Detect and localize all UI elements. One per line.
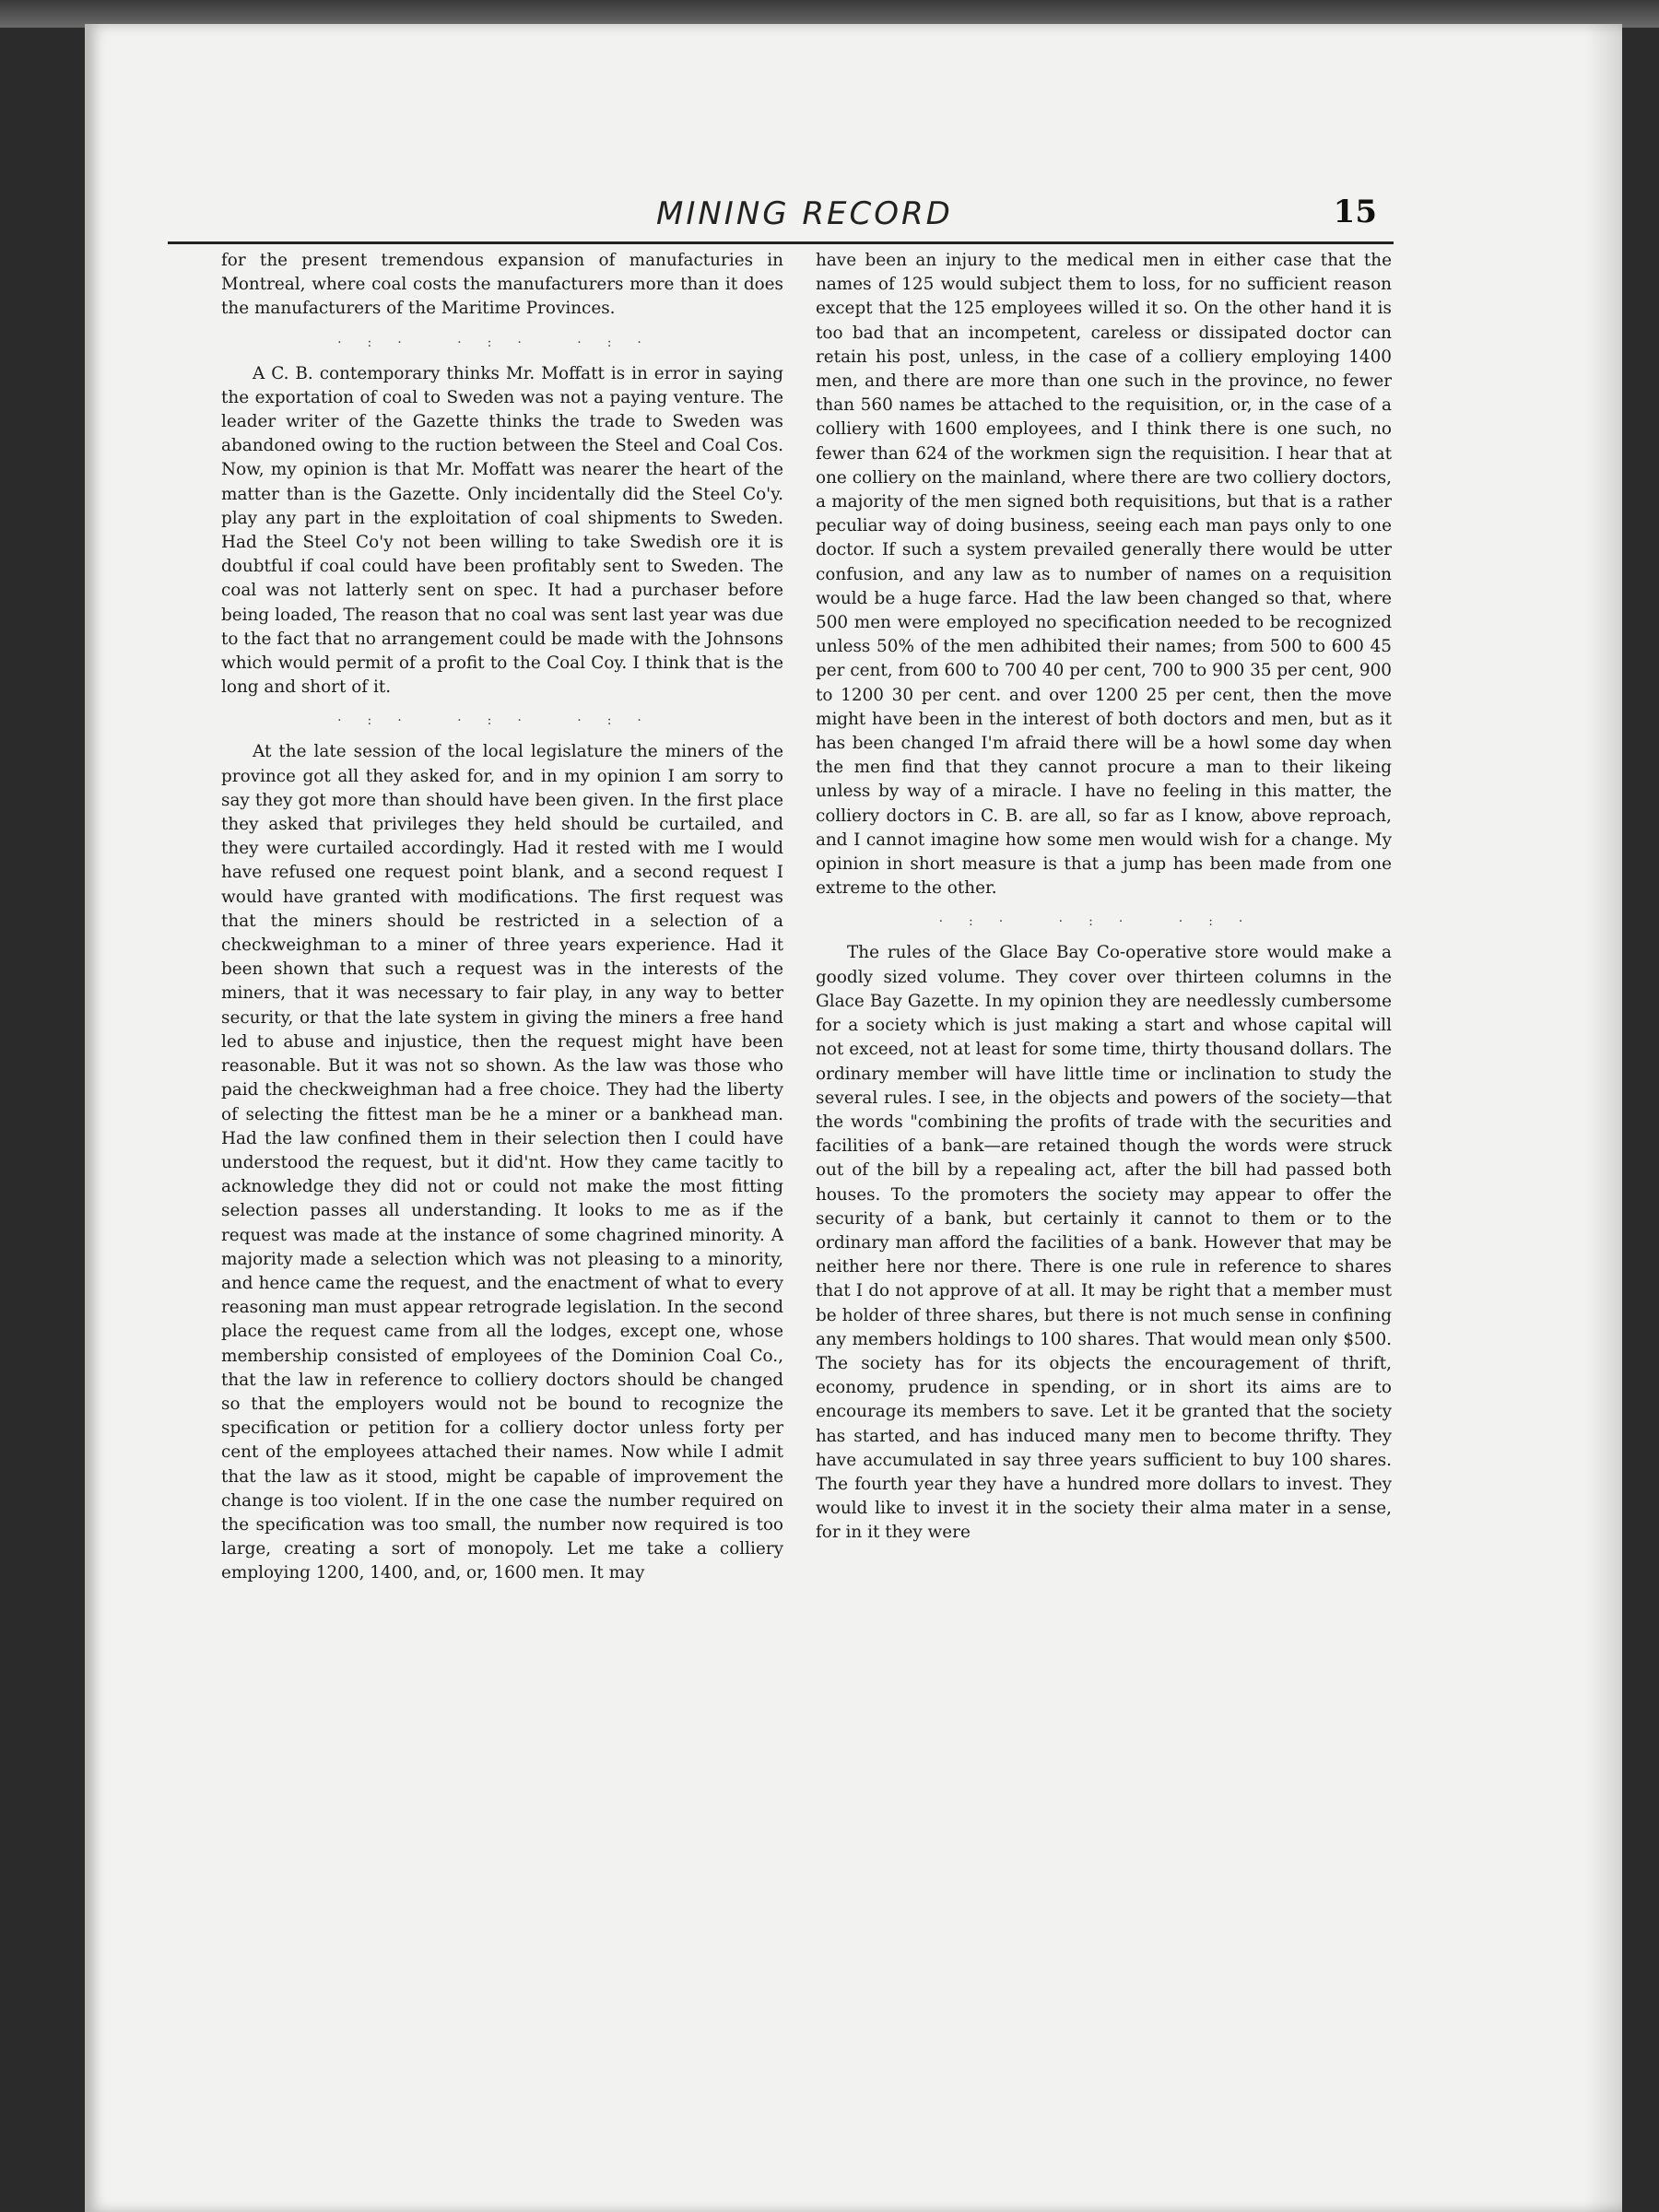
page-number: 15 [1333,194,1377,230]
page-edge-shadow [1585,24,1622,2212]
journal-title: MINING RECORD [656,195,953,232]
left-paragraph-1: for the present tremendous expansion of manufacturies in Montreal, where coal costs the manufacturers more than it does the manufacturers of the Maritime Provinces. [221,251,783,319]
running-header [168,194,1394,244]
section-separator: ·:· ·:· ·:· [337,713,667,729]
left-paragraph-3: At the late session of the local legislature the miners of the province got all they asked for, and in my opinion I am sorry to say they got more than should have been given. In the first place they asked that privileges they held should be curtailed, and they were curtailed accordingly. Had it rested with me I would have refused one request point blank, and a second request I would have granted with modifications. The first request was that the miners should be restricted in a selection of a checkweighman to a miner of three years experience. Had it been shown that such a request was in the interests of the miners, that it was necessary to fair play, in any way to better security, or that the late system in giving the miners a free hand led to abuse and injustice, then the request might have been reasonable. But it was not so shown. As the law was those who paid the checkweighman had a free choice. They had the liberty of selecting the fittest man be he a miner or a bankhead man. Had the law confined them in their selection then I could have understood the request, but it did'nt. How they came tacitly to acknowledge they did not or could not make the most fitting selection passes all understanding. It looks to me as if the request was made at the instance of some chagrined minority. A majority made a selection which was not pleasing to a minority, and hence came the request, and the enactment of what to every reasoning man must appear retrograde legislation. In the second place the request came from all the lodges, except one, whose membership consisted of employees of the Dominion Coal Co., that the law in reference to colliery doctors should be changed so that the employers would not be bound to recognize the specification or petition for a colliery doctor unless forty per cent of the employees attached their names. Now while I admit that the law as it stood, might be capable of improvement the change is too violent. If in the one case the number required on the specification was too small, the number now required is too large, creating a sort of monopoly. Let me take a colliery employing 1200, 1400, and, or, 1600 men. It may [221,742,783,1583]
left-paragraph-2: A C. B. contemporary thinks Mr. Moffatt is in error in saying the exportation of coal to Sweden was not a paying venture. The leader writer of the Gazette thinks the trade to Sweden was abandoned owing to the ruction between the Steel and Coal Cos. Now, my opinion is that Mr. Moffatt was nearer the heart of the matter than is the Gazette. Only incidentally did the Steel Co'y. play any part in the exploitation of coal shipments to Sweden. Had the Steel Co'y not been willing to take Swedish ore it is doubtful if coal could have been profitably sent to Sweden. The coal was not latterly sent on spec. It had a purchaser before being loaded, The reason that no coal was sent last year was due to the fact that no arrangement could be made with the Johnsons which would permit of a profit to the Coal Coy. I think that is the long and short of it. [221,363,783,698]
section-separator: ·:· ·:· ·:· [337,335,667,350]
left-column [221,249,783,1586]
right-paragraph-2: The rules of the Glace Bay Co-operative store would make a goodly sized volume. They cover over thirteen columns in the Glace Bay Gazette. In my opinion they are needlessly cumbersome for a society which is just making a start and whose capital will not exceed, not at least for some time, thirty thousand dollars. The ordinary member will have little time or inclination to study the several rules. I see, in the objects and powers of the society—that the words "combining the profits of trade with the securities and facilities of a bank—are retained though the words were struck out of the bill by a repealing act, after the bill had passed both houses. To the promoters the society may appear to offer the security of a bank, but certainly it cannot to them or to the ordinary man afford the facilities of a bank. However that may be neither here nor there. There is one rule in reference to shares that I do not approve of at all. It may be right that a member must be holder of three shares, but there is not much sense in confining any members holdings to 100 shares. That would mean only $500. The society has for its objects the encouragement of thrift, economy, prudence in spending, or in short its aims are to encourage its members to save. Let it be granted that the society has started, and has induced many men to become thrifty. They have accumulated in say three years sufficient to buy 100 shares. The fourth year they have a hundred more dollars to invest. They would like to invest it in the society their alma mater in a sense, for in it they were [816,943,1392,1543]
right-paragraph-1: have been an injury to the medical men in either case that the names of 125 would subject them to loss, for no sufficient reason except that the 125 employees willed it so. On the other hand it is too bad that an incompetent, careless or dissipated doctor can retain his post, unless, in the case of a colliery employing 1400 men, and there are more than one such in the province, no fewer than 560 names be attached to the requisition, or, in the case of a colliery with 1600 employees, and I think there is one such, no fewer than 624 of the workmen sign the requisition. I hear that at one colliery on the mainland, where there are two colliery doctors, a majority of the men signed both requisitions, but that is a rather peculiar way of doing business, seeing each man pays only to one doctor. If such a system prevailed generally there would be utter confusion, and any law as to number of names on a requisition would be a huge farce. Had the law been changed so that, where 500 men were employed no specification needed to be recognized unless 50% of the men adhibited their names; from 500 to 600 45 per cent, from 600 to 700 40 per cent, 700 to 900 35 per cent, 900 to 1200 30 per cent. and over 1200 25 per cent, then the move might have been in the interest of both doctors and men, but as it has been changed I'm afraid there will be a howl some day when the men find that they cannot procure a man to their likeing unless by way of a miracle. I have no feeling in this matter, the colliery doctors in C. B. are all, so far as I know, above reproach, and I cannot imagine how some men would wish for a change. My opinion in short measure is that a jump has been made from one extreme to the other. [816,251,1392,899]
right-column [816,249,1392,1546]
section-separator: ·:· ·:· ·:· [938,914,1269,930]
